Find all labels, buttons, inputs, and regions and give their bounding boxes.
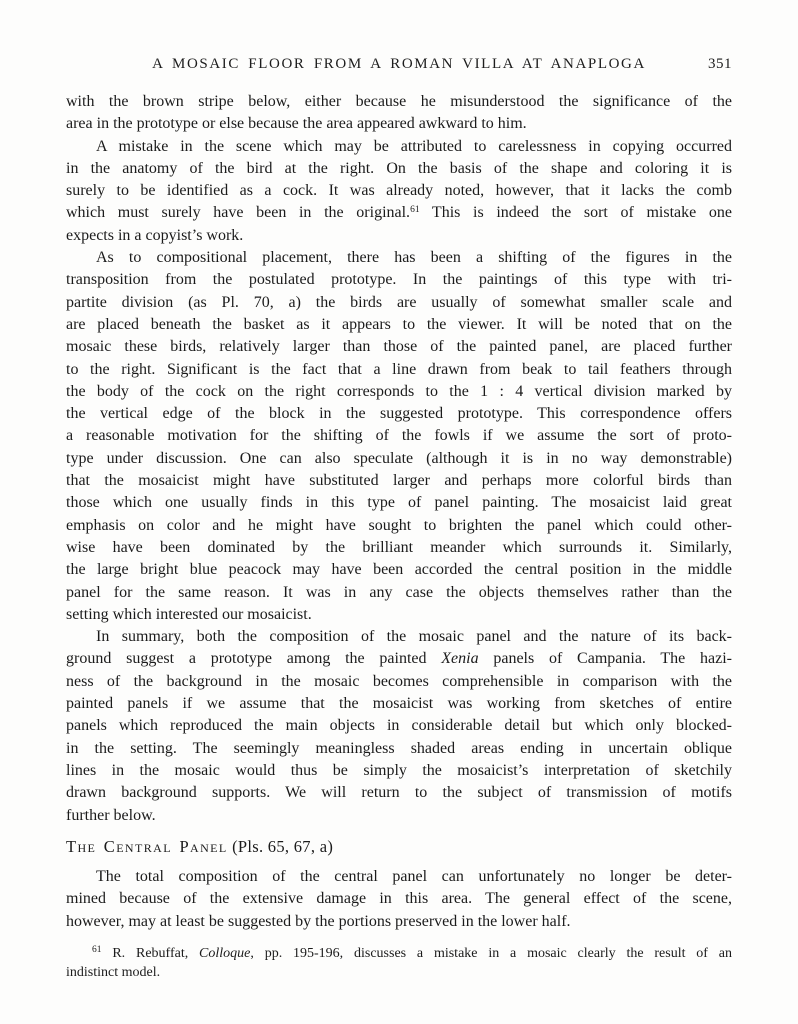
text-line: which must surely have been in the original.$^{61}$ This is indeed the sort of mistake one [66,204,733,222]
text-line: that the mosaicist might have substituted larger and perhaps more colorful birds than [66,472,732,490]
paragraph [66,866,732,933]
text-line: in the anatomy of the bird at the right. On the basis of the shape and coloring it is [66,159,732,177]
text-line: $^{61}$ R. Rebuffat, Colloque, pp. 195-196, discusses a mistake in a mosaic clearly the result of an [92,944,732,961]
running-title: A MOSAIC FLOOR FROM A ROMAN VILLA AT ANAPLOGA [152,56,646,72]
text-line: indistinct model. [66,964,161,980]
body-paragraphs [66,91,732,827]
text-line: surely to be identified as a cock. It was already noted, however, that it lacks the comb [66,182,732,200]
section-heading-plates-ref: (Pls. 65, 67, a) [227,836,334,856]
text-line: in the setting. The seemingly meaningless shaded areas ending in uncertain oblique [66,739,732,757]
body-paragraphs-after-heading [66,866,732,933]
paragraph [66,136,732,247]
text-line: the vertical edge of the block in the suggested prototype. This correspondence offers [66,405,732,423]
text-line: the large bright blue peacock may have been accorded the central position in the middle [66,561,732,579]
text-line: lines in the mosaic would thus be simply the mosaicist’s interpretation of sketchily [66,761,732,779]
text-line: panels which reproduced the main objects in considerable detail but which only blocked- [66,717,732,735]
text-line: a reasonable motivation for the shifting of the fowls if we assume the sort of proto- [66,427,732,445]
text-line: are placed beneath the basket as it appears to the viewer. It will be noted that on the [66,315,732,333]
footnote-marker: 61 [410,205,420,216]
paragraph [66,626,732,827]
text-line: to the right. Significant is the fact that a line drawn from beak to tail feathers through [66,360,732,378]
text-line: those which one usually finds in this type of panel painting. The mosaicist laid great [66,494,732,512]
text-line: with the brown stripe below, either because he misunderstood the significance of the [66,93,732,110]
section-heading [66,836,732,858]
text-line: area in the prototype or else because the area appeared awkward to him. [66,115,527,133]
text-line: however, may at least be suggested by the portions preserved in the lower half. [66,912,571,930]
text-line: partite division (as Pl. 70, a) the birds are usually of somewhat smaller scale and [66,293,732,311]
text-line: expects in a copyist’s work. [66,226,244,244]
footnote-block [66,944,732,982]
text-line: emphasis on color and he might have sought to brighten the panel which could other- [66,516,732,534]
section-heading-smallcaps: The Central Panel [66,836,228,856]
text-line: mosaic these birds, relatively larger than those of the painted panel, are placed further [66,338,732,356]
text-line: mined because of the extensive damage in this area. The general effect of the scene, [66,890,732,908]
text-line: type under discussion. One can also speculate (although it is in no way demonstrable) [66,449,732,467]
text-line: setting which interested our mosaicist. [66,605,312,623]
article-body [66,91,732,982]
paragraph [66,91,732,136]
text-line: transposition from the postulated prototype. In the paintings of this type with tri- [66,271,732,289]
text-line: In summary, both the composition of the mosaic panel and the nature of its back- [96,628,732,646]
text-line: The total composition of the central panel can unfortunately no longer be deter- [96,868,732,886]
text-line: painted panels if we assume that the mosaicist was working from sketches of entire [66,695,732,713]
text-line: As to compositional placement, there has been a shifting of the figures in the [96,249,732,267]
text-line: further below. [66,806,156,824]
text-line: ness of the background in the mosaic becomes comprehensible in comparison with the [66,672,732,690]
paragraph [66,247,732,626]
text-line: A mistake in the scene which may be attributed to carelessness in copying occurred [96,137,732,155]
text-line: ground suggest a prototype among the painted Xenia panels of Campania. The hazi- [66,650,732,668]
text-line: panel for the same reason. It was in any case the objects themselves rather than the [66,583,732,601]
text-line: drawn background supports. We will return to the subject of transmission of motifs [66,784,732,802]
footnote-marker: 61 [92,944,102,955]
text-line: the body of the cock on the right corresponds to the 1 : 4 vertical division marked by [66,382,732,400]
running-head [66,56,732,74]
text-line: wise have been dominated by the brilliant meander which surrounds it. Similarly, [66,538,732,556]
paragraph [66,944,732,982]
page-number: 351 [708,56,732,72]
